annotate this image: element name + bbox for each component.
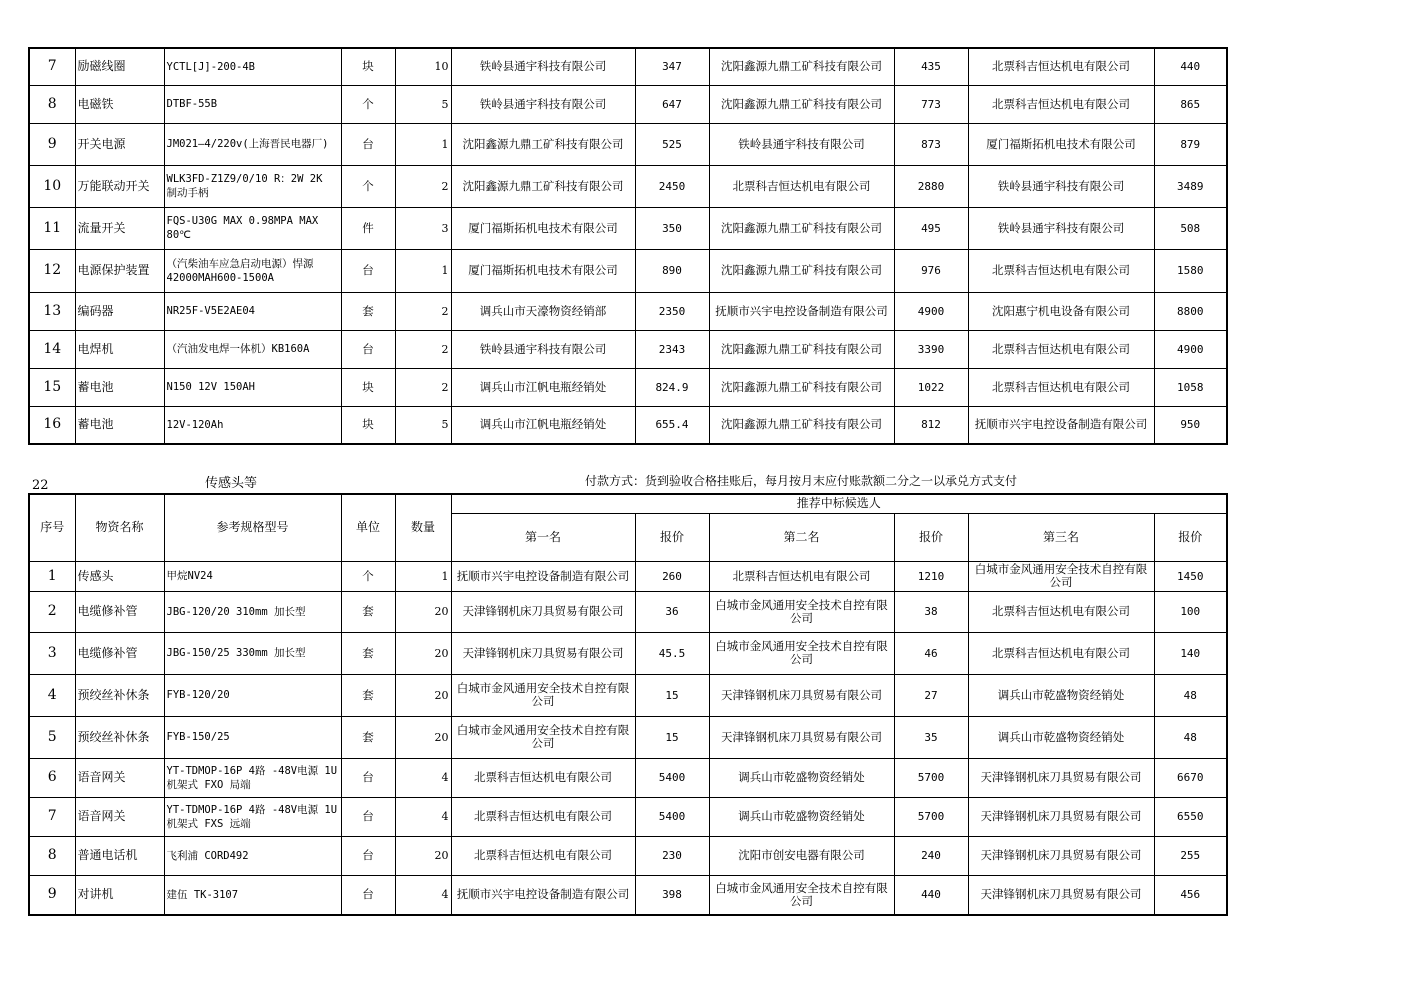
header-row-group bbox=[29, 494, 1227, 513]
first-price: 824.9 bbox=[635, 368, 709, 406]
row-number: 12 bbox=[29, 249, 75, 292]
third-candidate: 调兵山市乾盛物资经销处 bbox=[968, 716, 1154, 758]
item-spec: N150 12V 150AH bbox=[164, 368, 341, 406]
third-price: 1580 bbox=[1154, 249, 1227, 292]
third-price: 6550 bbox=[1154, 797, 1227, 836]
table-row bbox=[29, 836, 1227, 875]
second-candidate: 沈阳鑫源九鼎工矿科技有限公司 bbox=[709, 330, 894, 368]
third-price: 8800 bbox=[1154, 292, 1227, 330]
row-number: 7 bbox=[29, 797, 75, 836]
table-row bbox=[29, 406, 1227, 444]
table-row bbox=[29, 330, 1227, 368]
first-candidate: 铁岭县通宇科技有限公司 bbox=[451, 330, 635, 368]
item-name: 传感头 bbox=[75, 561, 164, 591]
second-price: 2880 bbox=[894, 165, 968, 207]
row-number: 10 bbox=[29, 165, 75, 207]
item-name: 励磁线圈 bbox=[75, 48, 164, 85]
item-unit: 套 bbox=[341, 632, 395, 674]
second-price: 3390 bbox=[894, 330, 968, 368]
table-row bbox=[29, 165, 1227, 207]
item-qty: 5 bbox=[395, 85, 451, 123]
item-name: 预绞丝补休条 bbox=[75, 674, 164, 716]
second-candidate: 白城市金风通用安全技术自控有限公司 bbox=[709, 591, 894, 632]
item-spec: FQS-U30G MAX 0.98MPA MAX 80℃ bbox=[164, 207, 341, 249]
item-unit: 个 bbox=[341, 561, 395, 591]
item-unit: 台 bbox=[341, 875, 395, 915]
first-price: 260 bbox=[635, 561, 709, 591]
first-price: 890 bbox=[635, 249, 709, 292]
second-price: 240 bbox=[894, 836, 968, 875]
table-row bbox=[29, 591, 1227, 632]
first-price: 655.4 bbox=[635, 406, 709, 444]
item-name: 流量开关 bbox=[75, 207, 164, 249]
second-candidate: 调兵山市乾盛物资经销处 bbox=[709, 758, 894, 797]
second-price: 27 bbox=[894, 674, 968, 716]
second-price: 812 bbox=[894, 406, 968, 444]
header-unit: 单位 bbox=[341, 494, 395, 561]
third-candidate: 天津锋钢机床刀具贸易有限公司 bbox=[968, 836, 1154, 875]
item-name: 蓄电池 bbox=[75, 368, 164, 406]
third-price: 48 bbox=[1154, 674, 1227, 716]
item-spec: NR25F-V5E2AE04 bbox=[164, 292, 341, 330]
third-candidate: 调兵山市乾盛物资经销处 bbox=[968, 674, 1154, 716]
section-title: 传感头等 bbox=[205, 476, 258, 491]
first-candidate: 调兵山市江帆电瓶经销处 bbox=[451, 368, 635, 406]
row-number: 2 bbox=[29, 591, 75, 632]
third-candidate: 厦门福斯拓机电技术有限公司 bbox=[968, 123, 1154, 165]
table-row bbox=[29, 875, 1227, 915]
third-candidate: 北票科吉恒达机电有限公司 bbox=[968, 632, 1154, 674]
third-candidate: 抚顺市兴宇电控设备制造有限公司 bbox=[968, 406, 1154, 444]
row-number: 9 bbox=[29, 123, 75, 165]
first-price: 347 bbox=[635, 48, 709, 85]
first-price: 36 bbox=[635, 591, 709, 632]
item-qty: 2 bbox=[395, 165, 451, 207]
table-row bbox=[29, 561, 1227, 591]
section-number: 22 bbox=[32, 478, 49, 493]
item-unit: 块 bbox=[341, 368, 395, 406]
first-candidate: 抚顺市兴宇电控设备制造有限公司 bbox=[451, 561, 635, 591]
item-spec: 甲烷NV24 bbox=[164, 561, 341, 591]
header-third: 第三名 bbox=[968, 513, 1154, 561]
third-candidate: 天津锋钢机床刀具贸易有限公司 bbox=[968, 758, 1154, 797]
table-row bbox=[29, 797, 1227, 836]
table-row bbox=[29, 249, 1227, 292]
first-candidate: 北票科吉恒达机电有限公司 bbox=[451, 758, 635, 797]
item-spec: JBG-120/20 310mm 加长型 bbox=[164, 591, 341, 632]
item-unit: 台 bbox=[341, 836, 395, 875]
third-candidate: 北票科吉恒达机电有限公司 bbox=[968, 368, 1154, 406]
row-number: 6 bbox=[29, 758, 75, 797]
item-name: 蓄电池 bbox=[75, 406, 164, 444]
item-unit: 台 bbox=[341, 249, 395, 292]
second-candidate: 白城市金风通用安全技术自控有限公司 bbox=[709, 875, 894, 915]
item-name: 电磁铁 bbox=[75, 85, 164, 123]
first-price: 350 bbox=[635, 207, 709, 249]
first-candidate: 调兵山市天濠物资经销部 bbox=[451, 292, 635, 330]
item-spec: FYB-120/20 bbox=[164, 674, 341, 716]
third-candidate: 北票科吉恒达机电有限公司 bbox=[968, 330, 1154, 368]
table-row bbox=[29, 85, 1227, 123]
second-price: 4900 bbox=[894, 292, 968, 330]
first-candidate: 调兵山市江帆电瓶经销处 bbox=[451, 406, 635, 444]
items-table-upper bbox=[28, 47, 1228, 445]
header-candidates: 推荐中标候选人 bbox=[451, 494, 1227, 513]
item-unit: 件 bbox=[341, 207, 395, 249]
item-qty: 20 bbox=[395, 591, 451, 632]
table-row bbox=[29, 632, 1227, 674]
header-qty: 数量 bbox=[395, 494, 451, 561]
item-qty: 5 bbox=[395, 406, 451, 444]
item-spec: YCTL[J]-200-4B bbox=[164, 48, 341, 85]
second-price: 773 bbox=[894, 85, 968, 123]
first-price: 647 bbox=[635, 85, 709, 123]
item-qty: 1 bbox=[395, 123, 451, 165]
table-row bbox=[29, 207, 1227, 249]
first-price: 2343 bbox=[635, 330, 709, 368]
second-candidate: 天津锋钢机床刀具贸易有限公司 bbox=[709, 716, 894, 758]
third-candidate: 白城市金风通用安全技术自控有限公司 bbox=[968, 561, 1154, 591]
third-candidate: 北票科吉恒达机电有限公司 bbox=[968, 591, 1154, 632]
item-qty: 4 bbox=[395, 875, 451, 915]
table-row bbox=[29, 123, 1227, 165]
item-name: 电源保护装置 bbox=[75, 249, 164, 292]
item-spec: FYB-150/25 bbox=[164, 716, 341, 758]
first-candidate: 白城市金风通用安全技术自控有限公司 bbox=[451, 674, 635, 716]
first-candidate: 厦门福斯拓机电技术有限公司 bbox=[451, 249, 635, 292]
third-candidate: 北票科吉恒达机电有限公司 bbox=[968, 249, 1154, 292]
second-price: 435 bbox=[894, 48, 968, 85]
header-spec: 参考规格型号 bbox=[164, 494, 341, 561]
item-unit: 个 bbox=[341, 85, 395, 123]
second-candidate: 沈阳鑫源九鼎工矿科技有限公司 bbox=[709, 368, 894, 406]
header-first: 第一名 bbox=[451, 513, 635, 561]
row-number: 8 bbox=[29, 836, 75, 875]
third-price: 456 bbox=[1154, 875, 1227, 915]
item-spec: DTBF-55B bbox=[164, 85, 341, 123]
third-candidate: 北票科吉恒达机电有限公司 bbox=[968, 48, 1154, 85]
row-number: 4 bbox=[29, 674, 75, 716]
item-unit: 套 bbox=[341, 716, 395, 758]
item-spec: WLK3FD-Z1Z9/0/10 R：2W 2K 制动手柄 bbox=[164, 165, 341, 207]
third-price: 48 bbox=[1154, 716, 1227, 758]
item-spec: YT-TDMOP-16P 4路 -48V电源 1U机架式 FXS 远端 bbox=[164, 797, 341, 836]
second-price: 873 bbox=[894, 123, 968, 165]
second-price: 1210 bbox=[894, 561, 968, 591]
second-candidate: 调兵山市乾盛物资经销处 bbox=[709, 797, 894, 836]
item-name: 电焊机 bbox=[75, 330, 164, 368]
first-candidate: 厦门福斯拓机电技术有限公司 bbox=[451, 207, 635, 249]
item-unit: 块 bbox=[341, 48, 395, 85]
third-price: 865 bbox=[1154, 85, 1227, 123]
row-number: 14 bbox=[29, 330, 75, 368]
header-no: 序号 bbox=[29, 494, 75, 561]
third-price: 440 bbox=[1154, 48, 1227, 85]
first-price: 2450 bbox=[635, 165, 709, 207]
item-spec: 建伍 TK-3107 bbox=[164, 875, 341, 915]
item-name: 开关电源 bbox=[75, 123, 164, 165]
item-name: 普通电话机 bbox=[75, 836, 164, 875]
third-price: 3489 bbox=[1154, 165, 1227, 207]
first-candidate: 抚顺市兴宇电控设备制造有限公司 bbox=[451, 875, 635, 915]
item-qty: 1 bbox=[395, 561, 451, 591]
item-unit: 块 bbox=[341, 406, 395, 444]
header-second: 第二名 bbox=[709, 513, 894, 561]
table-row bbox=[29, 674, 1227, 716]
third-candidate: 天津锋钢机床刀具贸易有限公司 bbox=[968, 875, 1154, 915]
item-qty: 20 bbox=[395, 836, 451, 875]
first-price: 45.5 bbox=[635, 632, 709, 674]
second-price: 440 bbox=[894, 875, 968, 915]
row-number: 11 bbox=[29, 207, 75, 249]
item-qty: 4 bbox=[395, 797, 451, 836]
item-qty: 20 bbox=[395, 632, 451, 674]
payment-terms: 付款方式：货到验收合格挂账后，每月按月末应付账款额二分之一以承兑方式支付 bbox=[585, 474, 1018, 488]
row-number: 15 bbox=[29, 368, 75, 406]
item-spec: JBG-150/25 330mm 加长型 bbox=[164, 632, 341, 674]
first-candidate: 铁岭县通宇科技有限公司 bbox=[451, 85, 635, 123]
third-price: 100 bbox=[1154, 591, 1227, 632]
second-price: 495 bbox=[894, 207, 968, 249]
second-price: 46 bbox=[894, 632, 968, 674]
header-price2: 报价 bbox=[894, 513, 968, 561]
second-candidate: 沈阳鑫源九鼎工矿科技有限公司 bbox=[709, 85, 894, 123]
first-price: 15 bbox=[635, 716, 709, 758]
third-price: 508 bbox=[1154, 207, 1227, 249]
third-price: 1058 bbox=[1154, 368, 1227, 406]
second-candidate: 沈阳市创安电器有限公司 bbox=[709, 836, 894, 875]
table-row bbox=[29, 48, 1227, 85]
item-unit: 个 bbox=[341, 165, 395, 207]
header-price1: 报价 bbox=[635, 513, 709, 561]
item-spec: 飞利浦 CORD492 bbox=[164, 836, 341, 875]
second-candidate: 沈阳鑫源九鼎工矿科技有限公司 bbox=[709, 207, 894, 249]
third-price: 255 bbox=[1154, 836, 1227, 875]
item-spec: （汽柴油车应急启动电源）悍源42000MAH600-1500A bbox=[164, 249, 341, 292]
third-price: 879 bbox=[1154, 123, 1227, 165]
item-qty: 3 bbox=[395, 207, 451, 249]
third-candidate: 沈阳惠宁机电设备有限公司 bbox=[968, 292, 1154, 330]
item-spec: JM021—4/220v(上海晋民电器厂) bbox=[164, 123, 341, 165]
first-candidate: 北票科吉恒达机电有限公司 bbox=[451, 836, 635, 875]
row-number: 5 bbox=[29, 716, 75, 758]
third-candidate: 铁岭县通宇科技有限公司 bbox=[968, 207, 1154, 249]
item-unit: 套 bbox=[341, 674, 395, 716]
item-qty: 4 bbox=[395, 758, 451, 797]
first-price: 2350 bbox=[635, 292, 709, 330]
second-candidate: 北票科吉恒达机电有限公司 bbox=[709, 561, 894, 591]
second-candidate: 沈阳鑫源九鼎工矿科技有限公司 bbox=[709, 249, 894, 292]
third-price: 1450 bbox=[1154, 561, 1227, 591]
item-name: 电缆修补管 bbox=[75, 632, 164, 674]
item-spec: （汽油发电焊一体机）KB160A bbox=[164, 330, 341, 368]
item-name: 编码器 bbox=[75, 292, 164, 330]
third-price: 140 bbox=[1154, 632, 1227, 674]
second-candidate: 沈阳鑫源九鼎工矿科技有限公司 bbox=[709, 406, 894, 444]
row-number: 7 bbox=[29, 48, 75, 85]
header-price3: 报价 bbox=[1154, 513, 1227, 561]
third-candidate: 天津锋钢机床刀具贸易有限公司 bbox=[968, 797, 1154, 836]
first-price: 230 bbox=[635, 836, 709, 875]
row-number: 9 bbox=[29, 875, 75, 915]
item-name: 语音网关 bbox=[75, 758, 164, 797]
first-candidate: 沈阳鑫源九鼎工矿科技有限公司 bbox=[451, 165, 635, 207]
item-qty: 1 bbox=[395, 249, 451, 292]
table-row bbox=[29, 716, 1227, 758]
second-price: 35 bbox=[894, 716, 968, 758]
third-candidate: 铁岭县通宇科技有限公司 bbox=[968, 165, 1154, 207]
third-candidate: 北票科吉恒达机电有限公司 bbox=[968, 85, 1154, 123]
row-number: 3 bbox=[29, 632, 75, 674]
second-candidate: 北票科吉恒达机电有限公司 bbox=[709, 165, 894, 207]
row-number: 13 bbox=[29, 292, 75, 330]
first-candidate: 铁岭县通宇科技有限公司 bbox=[451, 48, 635, 85]
item-qty: 2 bbox=[395, 292, 451, 330]
item-qty: 2 bbox=[395, 368, 451, 406]
second-price: 5700 bbox=[894, 797, 968, 836]
item-qty: 20 bbox=[395, 674, 451, 716]
first-price: 398 bbox=[635, 875, 709, 915]
item-name: 语音网关 bbox=[75, 797, 164, 836]
table-row bbox=[29, 758, 1227, 797]
item-spec: YT-TDMOP-16P 4路 -48V电源 1U机架式 FXO 局端 bbox=[164, 758, 341, 797]
first-candidate: 沈阳鑫源九鼎工矿科技有限公司 bbox=[451, 123, 635, 165]
item-spec: 12V-120Ah bbox=[164, 406, 341, 444]
item-qty: 2 bbox=[395, 330, 451, 368]
first-candidate: 北票科吉恒达机电有限公司 bbox=[451, 797, 635, 836]
items-table-sensors bbox=[28, 493, 1228, 916]
second-candidate: 沈阳鑫源九鼎工矿科技有限公司 bbox=[709, 48, 894, 85]
third-price: 6670 bbox=[1154, 758, 1227, 797]
third-price: 950 bbox=[1154, 406, 1227, 444]
second-price: 976 bbox=[894, 249, 968, 292]
second-price: 1022 bbox=[894, 368, 968, 406]
row-number: 1 bbox=[29, 561, 75, 591]
item-name: 万能联动开关 bbox=[75, 165, 164, 207]
item-unit: 台 bbox=[341, 123, 395, 165]
table-row bbox=[29, 292, 1227, 330]
first-price: 5400 bbox=[635, 758, 709, 797]
first-price: 525 bbox=[635, 123, 709, 165]
second-price: 5700 bbox=[894, 758, 968, 797]
first-candidate: 天津锋钢机床刀具贸易有限公司 bbox=[451, 591, 635, 632]
item-unit: 台 bbox=[341, 797, 395, 836]
item-name: 预绞丝补休条 bbox=[75, 716, 164, 758]
item-qty: 10 bbox=[395, 48, 451, 85]
header-name: 物资名称 bbox=[75, 494, 164, 561]
item-unit: 套 bbox=[341, 591, 395, 632]
first-price: 15 bbox=[635, 674, 709, 716]
second-price: 38 bbox=[894, 591, 968, 632]
table-row bbox=[29, 368, 1227, 406]
second-candidate: 白城市金风通用安全技术自控有限公司 bbox=[709, 632, 894, 674]
row-number: 16 bbox=[29, 406, 75, 444]
item-qty: 20 bbox=[395, 716, 451, 758]
item-unit: 套 bbox=[341, 292, 395, 330]
second-candidate: 天津锋钢机床刀具贸易有限公司 bbox=[709, 674, 894, 716]
item-unit: 台 bbox=[341, 330, 395, 368]
first-candidate: 天津锋钢机床刀具贸易有限公司 bbox=[451, 632, 635, 674]
second-candidate: 抚顺市兴宇电控设备制造有限公司 bbox=[709, 292, 894, 330]
item-name: 对讲机 bbox=[75, 875, 164, 915]
first-candidate: 白城市金风通用安全技术自控有限公司 bbox=[451, 716, 635, 758]
row-number: 8 bbox=[29, 85, 75, 123]
item-unit: 台 bbox=[341, 758, 395, 797]
third-price: 4900 bbox=[1154, 330, 1227, 368]
item-name: 电缆修补管 bbox=[75, 591, 164, 632]
second-candidate: 铁岭县通宇科技有限公司 bbox=[709, 123, 894, 165]
first-price: 5400 bbox=[635, 797, 709, 836]
